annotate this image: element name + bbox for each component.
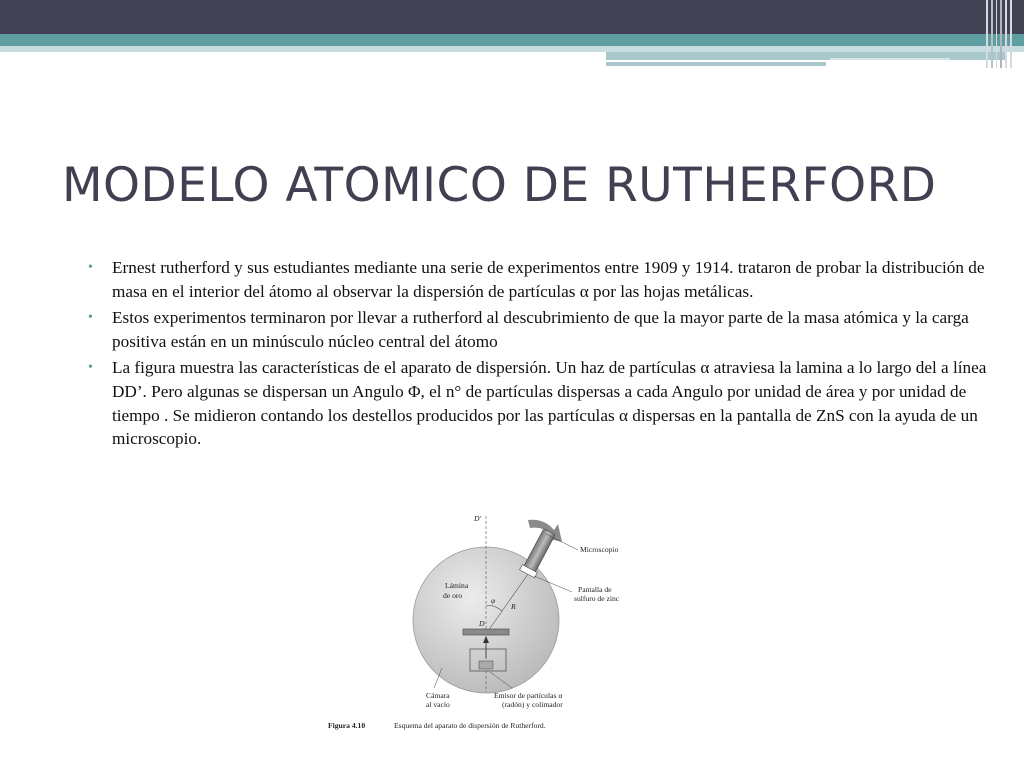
- figure-caption-label: Figura 4.10: [328, 721, 366, 730]
- bullet-item: [88, 356, 988, 450]
- label-pantalla: Pantalla de: [578, 585, 612, 594]
- header-bar-dark: [0, 0, 1024, 34]
- label-d-prime: D': [474, 514, 482, 523]
- emitter-source: [479, 661, 493, 669]
- gold-foil: [463, 629, 509, 635]
- label-phi: φ: [491, 596, 496, 605]
- slide-title: MODELO ATOMICO DE RUTHERFORD: [62, 158, 937, 213]
- bullet-item: [88, 256, 988, 303]
- label-r: R: [511, 602, 516, 611]
- label-lamina: Lámina: [445, 581, 469, 590]
- bullet-list: [88, 256, 988, 454]
- label-camara: al vacío: [426, 700, 450, 709]
- label-microscopio: Microscopio: [580, 545, 619, 554]
- apparatus-diagram: [322, 506, 640, 744]
- bullet-item: [88, 306, 988, 353]
- label-emisor: (radón) y colimador: [502, 700, 563, 709]
- label-d: D: [479, 619, 485, 628]
- figure-caption-text: Esquema del aparato de dispersión de Rutherford.: [394, 721, 546, 730]
- label-pantalla: sulfuro de zinc: [574, 594, 620, 603]
- rutherford-apparatus-figure: [322, 506, 640, 744]
- header-vertical-stripes: [986, 0, 1012, 68]
- bullet-text: La figura muestra las características de el aparato de dispersión. Un haz de partículas α atraviesa la lamina a lo largo del a línea DD’. Pero algunas se dispersan un Angulo Φ, el n° de partículas dispersas a cada Angulo por unidad de área y por unidad de tiempo . Se midieron contando los destellos producidos por las partículas α dispersas en la pantalla de ZnS con la ayuda de un microscopio.: [112, 358, 987, 449]
- bullet-text: Estos experimentos terminaron por llevar a rutherford al descubrimiento de que la mayor parte de la masa atómica y la carga positiva están en un minúsculo núcleo central del átomo: [112, 308, 969, 351]
- bullet-text: Ernest rutherford y sus estudiantes mediante una serie de experimentos entre 1909 y 1914. trataron de probar la distribución de masa en el interior del átomo al observar la dispersión de partículas α por las hojas metálicas.: [112, 258, 985, 301]
- label-lamina: de oro: [443, 591, 463, 600]
- header-accent-line: [606, 62, 826, 66]
- bullet-icon: •: [88, 310, 93, 326]
- label-emisor: Emisor de partículas α: [494, 691, 563, 700]
- header-accent-line: [830, 58, 950, 60]
- bullet-icon: •: [88, 360, 93, 376]
- label-camara: Cámara: [426, 691, 450, 700]
- bullet-icon: •: [88, 260, 93, 275]
- header-bar-teal: [0, 34, 1024, 46]
